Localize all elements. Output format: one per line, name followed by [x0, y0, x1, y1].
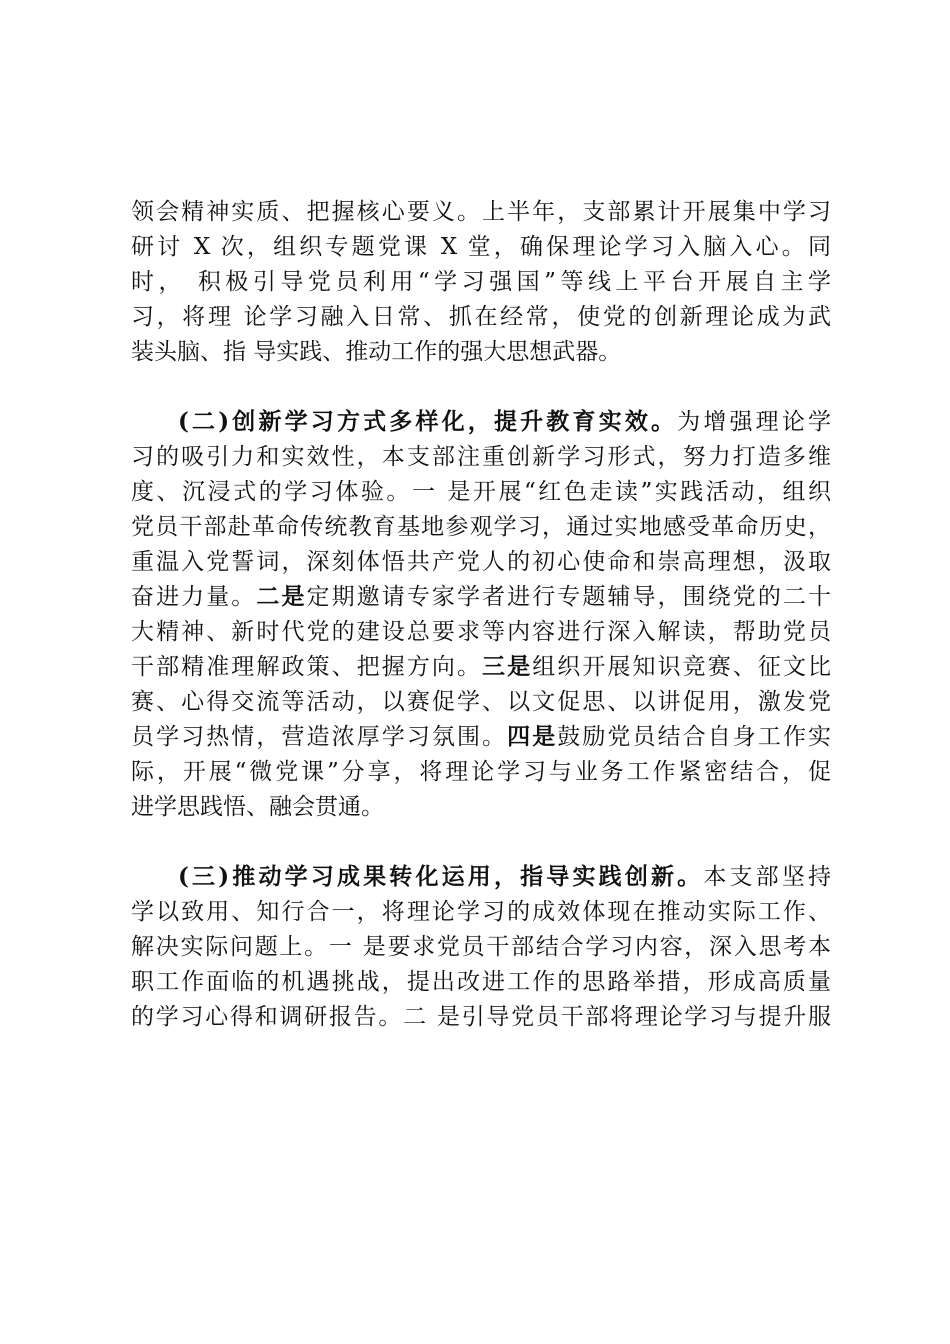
paragraph-2-line-8-a: 干部精准理解政策、把握方向。 [131, 654, 483, 680]
paragraph-3-line-1 [178, 859, 831, 895]
paragraph-1-line-2: 研讨 X 次，组织专题党课 X 堂，确保理论学习入脑入心。同 [131, 234, 831, 260]
paragraph-2-line-11: 际，开展“微党课”分享，将理论学习与业务工作紧密结合，促 [131, 759, 831, 785]
paragraph-2-item-3-marker: 三是 [482, 653, 533, 680]
paragraph-1-line-4: 习，将理 论学习融入日常、抓在经常，使党的创新理论成为武 [131, 304, 831, 330]
paragraph-3-heading: (三)推动学习成果转化运用，指导实践创新。 [178, 863, 704, 890]
paragraph-2-line-7: 大精神、新时代党的建设总要求等内容进行深入解读，帮助党员 [131, 619, 831, 645]
paragraph-2-line-9: 赛、心得交流等活动，以赛促学、以文促思、以讲促用，激发党 [131, 689, 831, 715]
paragraph-2-line-6 [131, 579, 831, 615]
paragraph-2-item-2-marker: 二是 [256, 583, 307, 610]
paragraph-2-line-6-a: 奋进力量。 [131, 584, 257, 610]
paragraph-1-line-5: 装头脑、指 导实践、推动工作的强大思想武器。 [131, 339, 622, 365]
paragraph-2-heading: (二)创新学习方式多样化，提升教育实效。 [178, 408, 678, 435]
paragraph-2-line-1-text: 为增强理论学 [677, 409, 832, 435]
paragraph-2-line-6-c: 定期邀请专家学者进行专题辅导，围绕党的二十 [306, 584, 832, 610]
paragraph-2-line-3: 度、沉浸式的学习体验。一 是开展“红色走读”实践活动，组织 [131, 479, 831, 505]
paragraph-3-line-2: 学以致用、知行合一，将理论学习的成效体现在推动实际工作、 [131, 899, 831, 925]
paragraph-2-line-10-a: 员学习热情，营造浓厚学习氛围。 [131, 724, 508, 750]
paragraph-2-line-5: 重温入党誓词，深刻体悟共产党人的初心使命和崇高理想，汲取 [131, 549, 831, 575]
paragraph-3-line-1-text: 本支部坚持 [703, 864, 832, 890]
paragraph-2-line-12: 进学思践悟、融会贯通。 [131, 794, 384, 820]
paragraph-2-line-2: 习的吸引力和实效性，本支部注重创新学习形式，努力打造多维 [131, 444, 831, 470]
paragraph-1-line-3: 时， 积极引导党员利用“学习强国”等线上平台开展自主学 [131, 269, 831, 295]
paragraph-2-line-10-c: 鼓励党员结合自身工作实 [557, 724, 832, 750]
paragraph-2-item-4-marker: 四是 [507, 723, 558, 750]
paragraph-1-line-1: 领会精神实质、把握核心要义。上半年，支部累计开展集中学习 [131, 199, 831, 225]
paragraph-2-line-10 [131, 719, 831, 755]
paragraph-3-line-3: 解决实际问题上。一 是要求党员干部结合学习内容，深入思考本 [131, 934, 831, 960]
paragraph-2-line-8 [131, 649, 831, 685]
paragraph-2-line-8-c: 组织开展知识竞赛、征文比 [532, 654, 832, 680]
paragraph-2-line-4: 党员干部赴革命传统教育基地参观学习，通过实地感受革命历史， [131, 514, 831, 540]
paragraph-3-line-5: 的学习心得和调研报告。二 是引导党员干部将理论学习与提升服 [131, 1004, 831, 1030]
paragraph-3-line-4: 职工作面临的机遇挑战，提出改进工作的思路举措，形成高质量 [131, 969, 831, 995]
paragraph-2-line-1 [178, 404, 831, 440]
